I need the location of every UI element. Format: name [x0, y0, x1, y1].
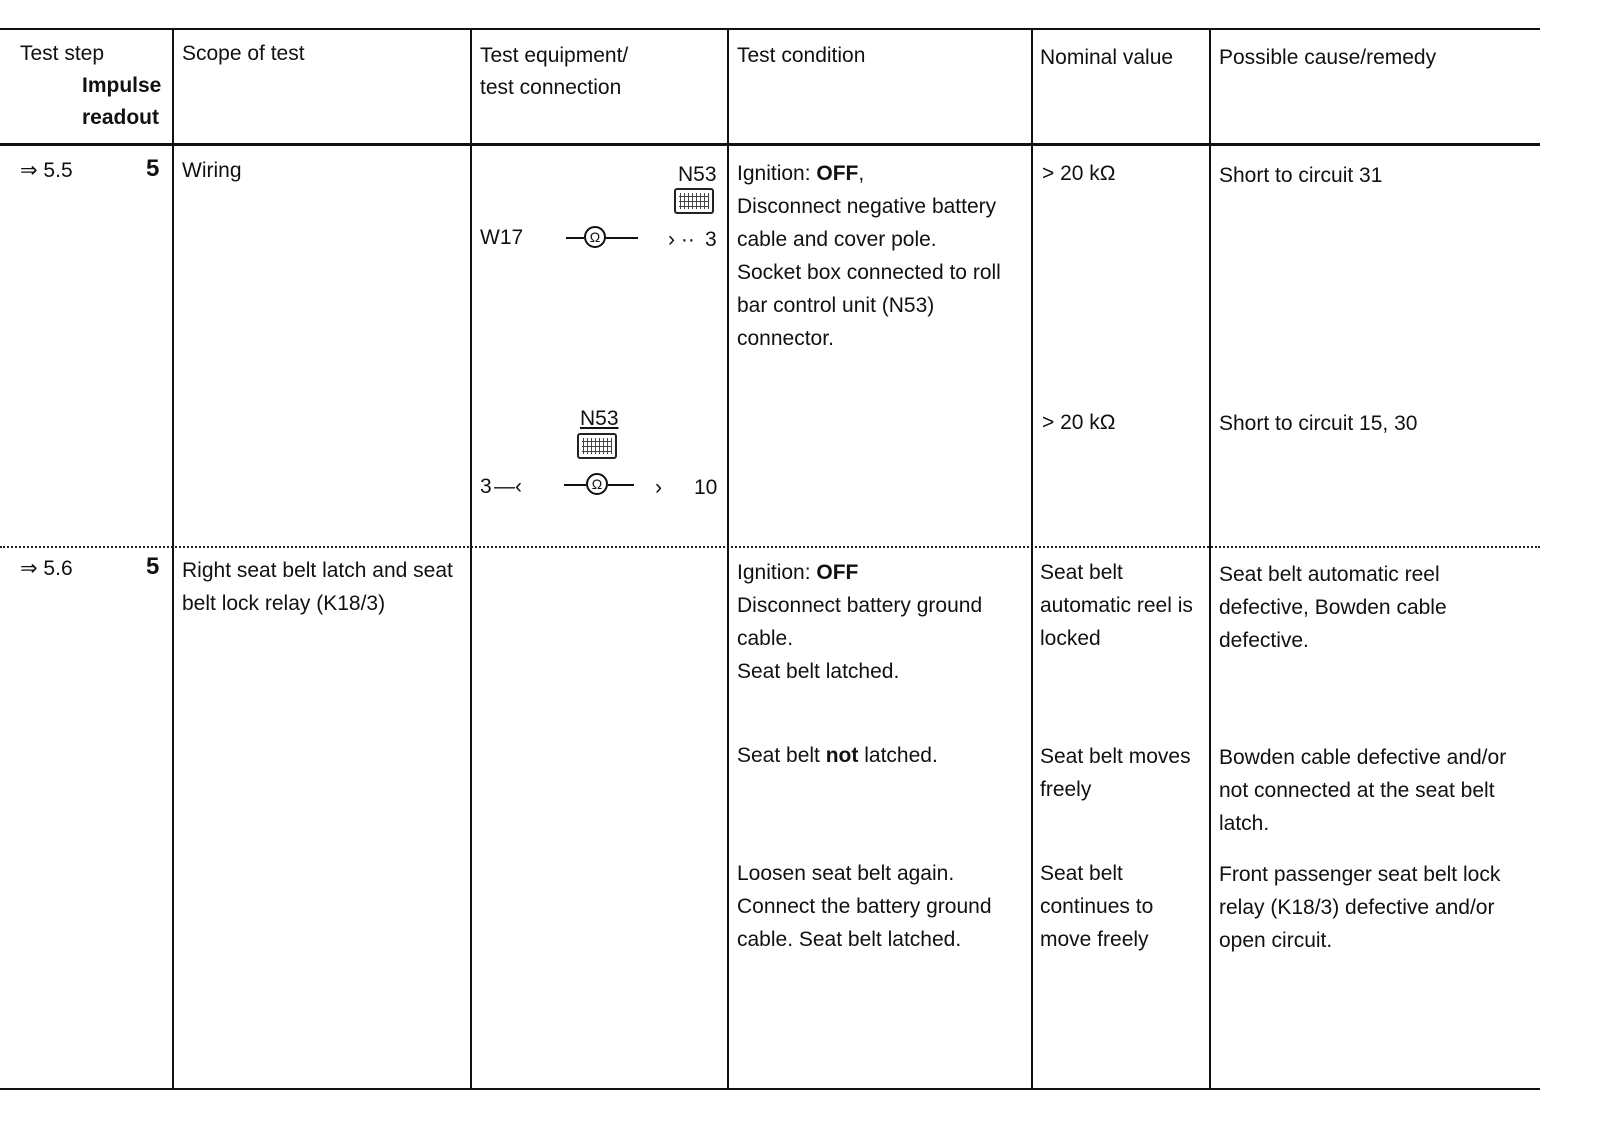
- row2-condition-c-line2: Connect the battery ground: [737, 895, 992, 918]
- row2-nominal-c-line3: move freely: [1040, 928, 1149, 951]
- row2-nominal-c-line2: continues to: [1040, 895, 1154, 918]
- row2-step: ⇒ 5.6: [20, 557, 73, 580]
- header-connection: test connection: [480, 76, 622, 99]
- row1-cause-b: Short to circuit 15, 30: [1219, 412, 1418, 435]
- header-readout: readout: [82, 106, 160, 129]
- header-equipment: Test equipment/: [480, 44, 629, 67]
- row2-condition-a-line2: Disconnect battery ground: [737, 594, 983, 617]
- row1-scope: Wiring: [182, 159, 242, 182]
- row2-scope-line1: Right seat belt latch and seat: [182, 559, 453, 582]
- row2-nominal-b-line2: freely: [1040, 778, 1092, 801]
- unit-label: N53: [580, 407, 619, 430]
- row1-condition-line5: bar control unit (N53): [737, 294, 935, 317]
- row2-cause-c-line3: open circuit.: [1219, 929, 1333, 952]
- row1-impulse: 5: [146, 155, 160, 182]
- connector-right-symbol: ›: [655, 476, 662, 499]
- header-test-step: Test step: [20, 42, 105, 65]
- header-condition: Test condition: [737, 44, 866, 67]
- col-divider-5: [1209, 28, 1211, 1090]
- col-divider-1: [172, 28, 174, 1090]
- row2-cause-a-line1: Seat belt automatic reel: [1219, 563, 1440, 586]
- control-unit-icon: [577, 433, 617, 459]
- row2-cause-b-line2: not connected at the seat belt: [1219, 779, 1495, 802]
- row1-nominal-a: > 20 kΩ: [1042, 162, 1116, 185]
- ohmmeter-icon: Ω: [586, 473, 608, 495]
- col-divider-3: [727, 28, 729, 1090]
- row2-cause-c-line1: Front passenger seat belt lock: [1219, 863, 1501, 886]
- row2-condition-a-line4: Seat belt latched.: [737, 660, 900, 683]
- row2-nominal-a-line2: automatic reel is: [1040, 594, 1193, 617]
- lead-right: [608, 484, 634, 486]
- unit-label: N53: [678, 163, 717, 186]
- row2-impulse: 5: [146, 553, 160, 580]
- lead-left: [566, 237, 584, 239]
- row1-condition-line3: cable and cover pole.: [737, 228, 937, 251]
- row1-cause-a: Short to circuit 31: [1219, 164, 1383, 187]
- row1-condition-line6: connector.: [737, 327, 834, 350]
- row2-nominal-a-line3: locked: [1040, 627, 1101, 650]
- row2-nominal-c-line1: Seat belt: [1040, 862, 1123, 885]
- row2-condition-a-line1: Ignition: OFF: [737, 561, 859, 584]
- row2-cause-c-line2: relay (K18/3) defective and/or: [1219, 896, 1495, 919]
- row2-cause-b-line3: latch.: [1219, 812, 1270, 835]
- row1-condition-line4: Socket box connected to roll: [737, 261, 1001, 284]
- row2-nominal-a-line1: Seat belt: [1040, 561, 1123, 584]
- header-cause: Possible cause/remedy: [1219, 46, 1437, 69]
- connector-symbol: › ··: [668, 228, 695, 251]
- row1-nominal-b: > 20 kΩ: [1042, 411, 1116, 434]
- lead-left: [564, 484, 586, 486]
- row2-condition-a-line3: cable.: [737, 627, 794, 650]
- row1-condition-line1: Ignition: OFF,: [737, 162, 865, 185]
- header-impulse: Impulse: [82, 74, 162, 97]
- row2-cause-b-line1: Bowden cable defective and/or: [1219, 746, 1507, 769]
- col-divider-4: [1031, 28, 1033, 1090]
- ohmmeter-icon: Ω: [584, 226, 606, 248]
- header-nominal: Nominal value: [1040, 46, 1174, 69]
- header-rule: [0, 143, 1540, 146]
- row1-step: ⇒ 5.5: [20, 159, 73, 182]
- top-rule: [0, 28, 1540, 30]
- row2-cause-a-line3: defective.: [1219, 629, 1309, 652]
- row2-scope-line2: belt lock relay (K18/3): [182, 592, 386, 615]
- tester-label: W17: [480, 226, 524, 249]
- row2-condition-c-line3: cable. Seat belt latched.: [737, 928, 962, 951]
- row2-condition-b: Seat belt not latched.: [737, 744, 938, 767]
- row2-cause-a-line2: defective, Bowden cable: [1219, 596, 1447, 619]
- col-divider-2: [470, 28, 472, 1090]
- connector-left-symbol: —‹: [494, 475, 522, 498]
- row-separator: [0, 546, 1540, 548]
- row1-condition-line2: Disconnect negative battery: [737, 195, 997, 218]
- pin-right-label: 10: [694, 476, 718, 499]
- lead-right: [606, 237, 638, 239]
- header-scope: Scope of test: [182, 42, 305, 65]
- bottom-rule: [0, 1088, 1540, 1090]
- row2-condition-c-line1: Loosen seat belt again.: [737, 862, 955, 885]
- pin-label: 3: [705, 228, 717, 251]
- control-unit-icon: [674, 188, 714, 214]
- pin-left-label: 3: [480, 475, 492, 498]
- row2-nominal-b-line1: Seat belt moves: [1040, 745, 1191, 768]
